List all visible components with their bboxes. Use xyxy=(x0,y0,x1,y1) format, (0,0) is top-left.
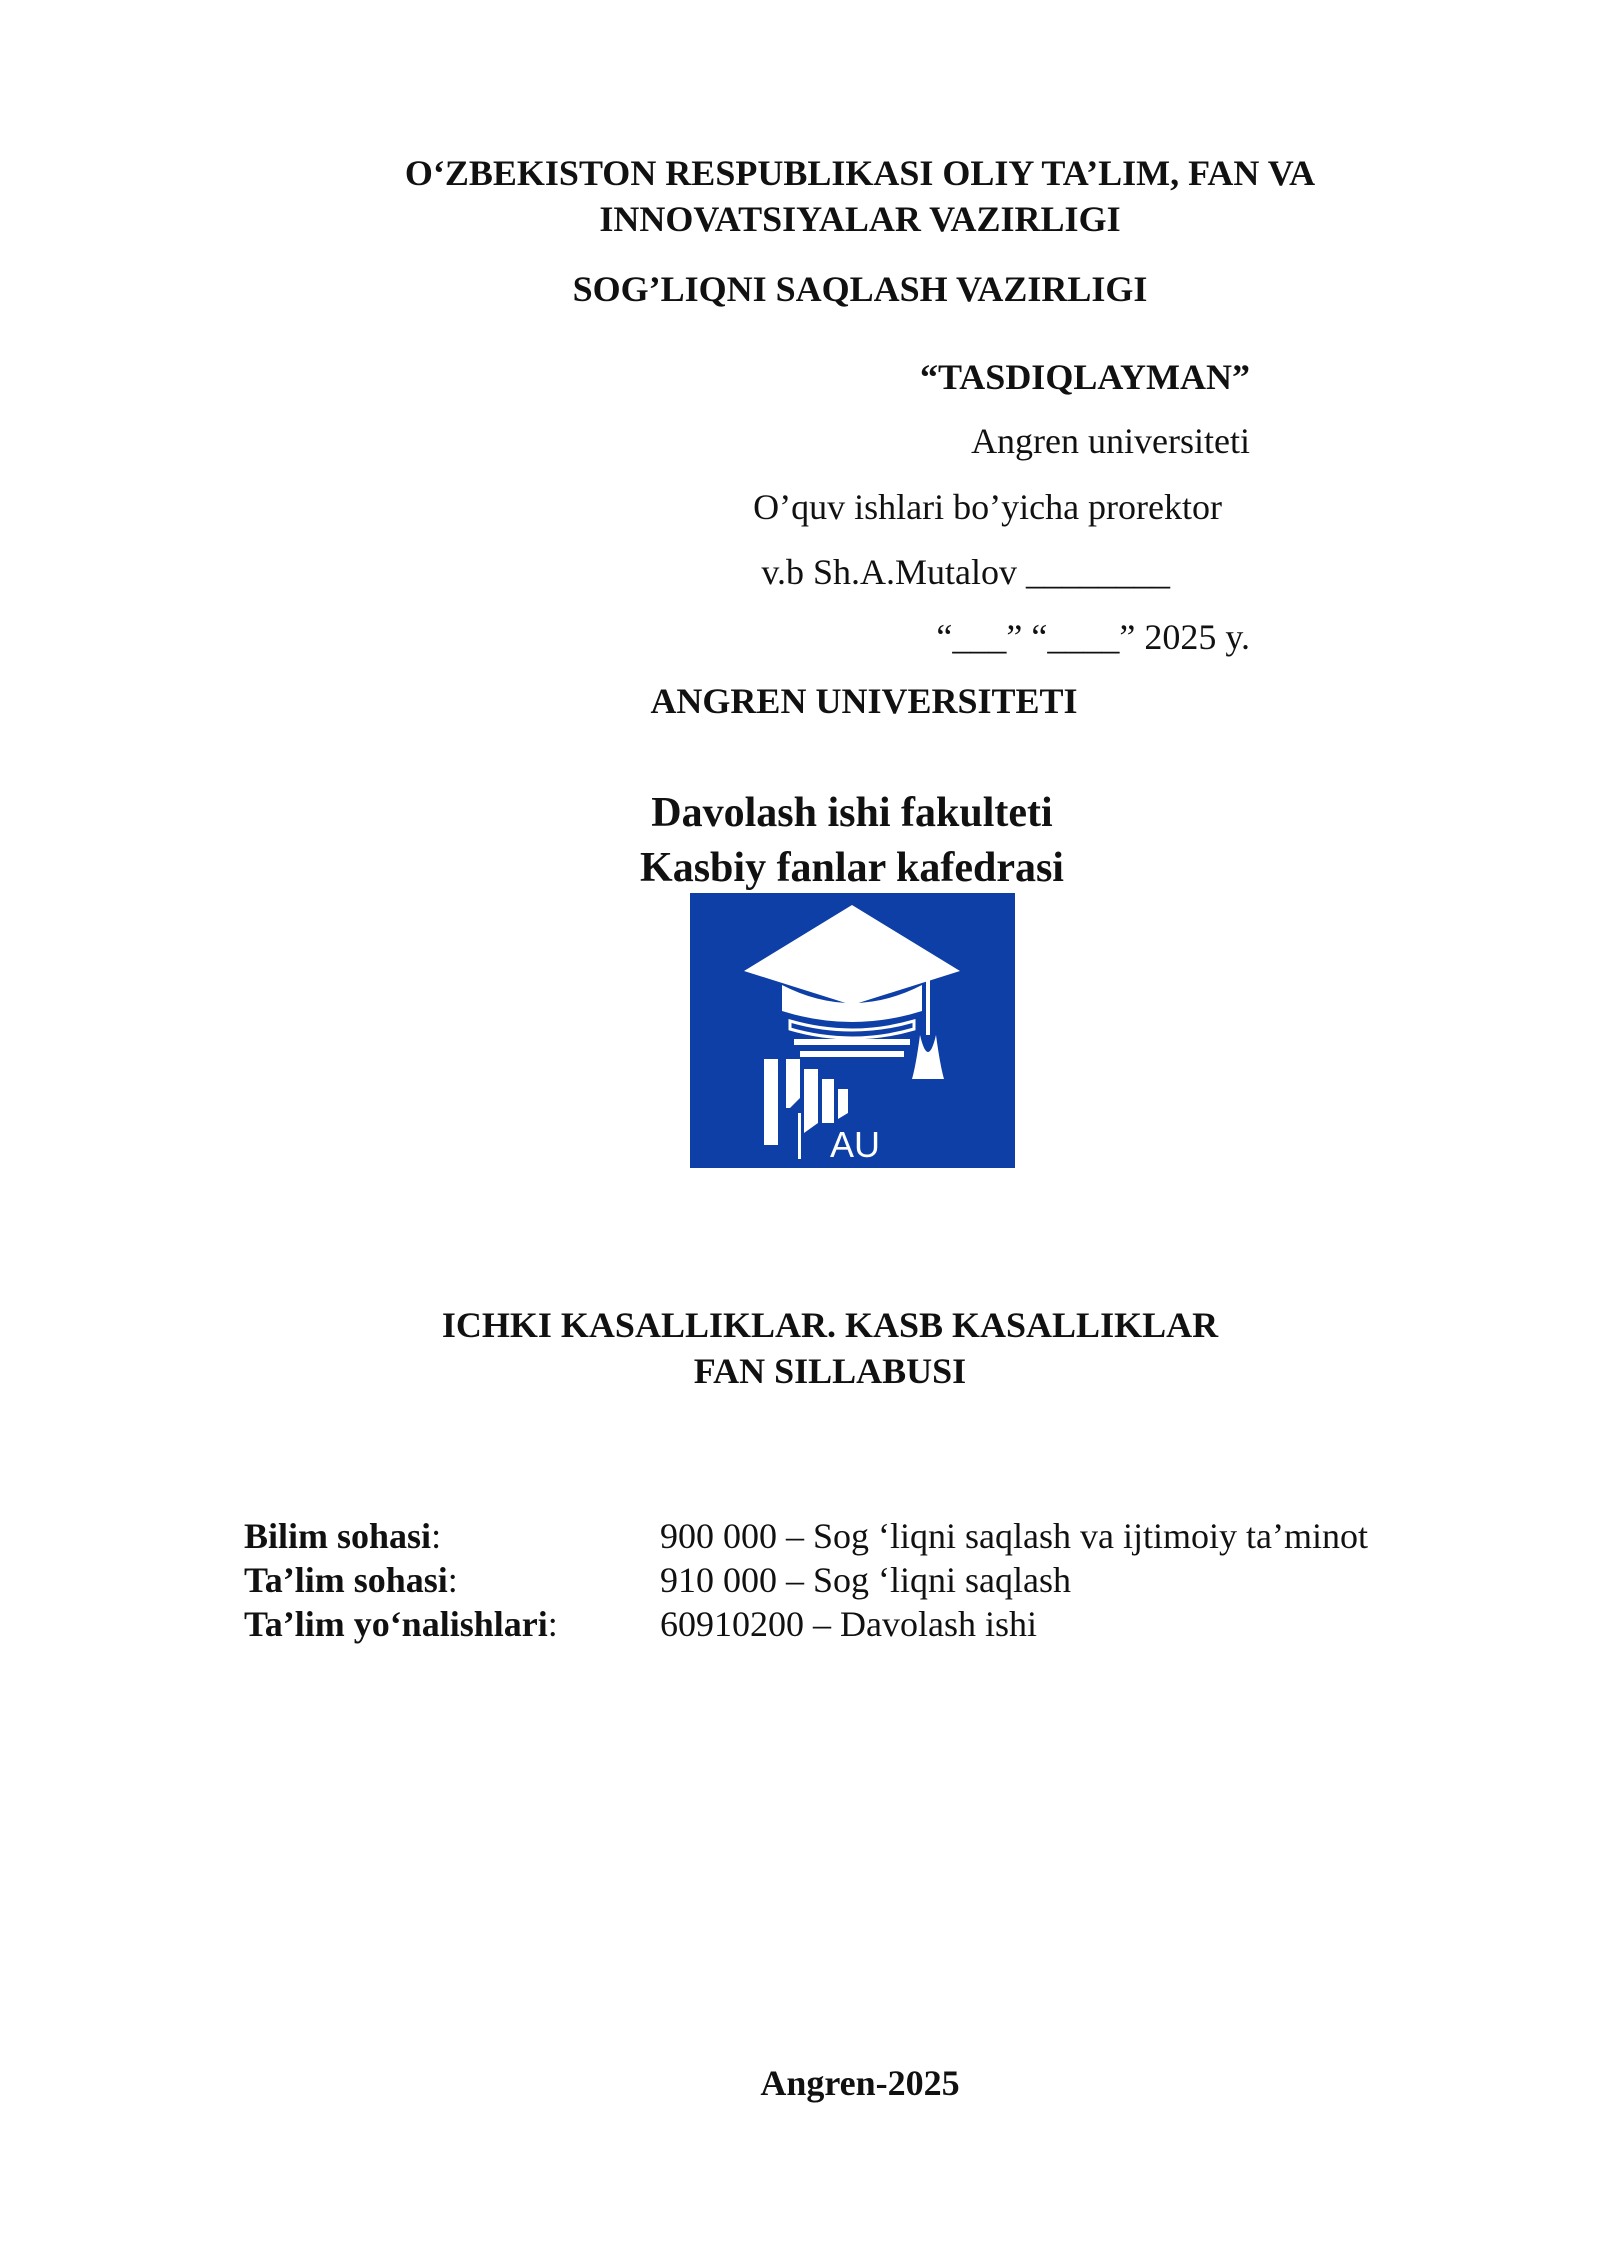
info-label-education-direction: Ta’lim yo‘nalishlari: xyxy=(244,1604,558,1644)
info-value-education-field: 910 000 – Sog ‘liqni saqlash xyxy=(660,1560,1071,1600)
approval-date: “___” “____” 2025 y. xyxy=(936,617,1250,657)
university-logo xyxy=(690,893,1015,1168)
info-value-knowledge-field: 900 000 – Sog ‘liqni saqlash va ijtimoiy ta’minot xyxy=(660,1516,1368,1556)
approval-university: Angren universiteti xyxy=(971,421,1250,461)
subject-title-line1: ICHKI KASALLIKLAR. KASB KASALLIKLAR xyxy=(441,1305,1219,1345)
subject-title-line2: FAN SILLABUSI xyxy=(693,1351,967,1391)
logo-text: AU xyxy=(830,1124,881,1165)
footer-place-year: Angren-2025 xyxy=(760,2063,960,2103)
approval-role: O’quv ishlari bo’yicha prorektor xyxy=(753,487,1222,527)
info-label-knowledge-field: Bilim sohasi: xyxy=(244,1516,442,1556)
approval-signatory: v.b Sh.A.Mutalov ________ xyxy=(761,552,1170,592)
info-label-education-field: Ta’lim sohasi: xyxy=(244,1560,458,1600)
faculty-name: Davolash ishi fakulteti xyxy=(651,790,1053,836)
ministry-title-line1: O‘ZBEKISTON RESPUBLIKASI OLIY TA’LIM, FAN VA xyxy=(404,153,1316,193)
health-ministry-title: SOG’LIQNI SAQLASH VAZIRLIGI xyxy=(572,269,1148,309)
info-value-education-direction: 60910200 – Davolash ishi xyxy=(660,1604,1037,1644)
approval-title: “TASDIQLAYMAN” xyxy=(919,357,1250,397)
ministry-title-line2: INNOVATSIYALAR VAZIRLIGI xyxy=(599,199,1121,239)
department-name: Kasbiy fanlar kafedrasi xyxy=(640,845,1064,891)
university-name: ANGREN UNIVERSITETI xyxy=(650,681,1078,721)
